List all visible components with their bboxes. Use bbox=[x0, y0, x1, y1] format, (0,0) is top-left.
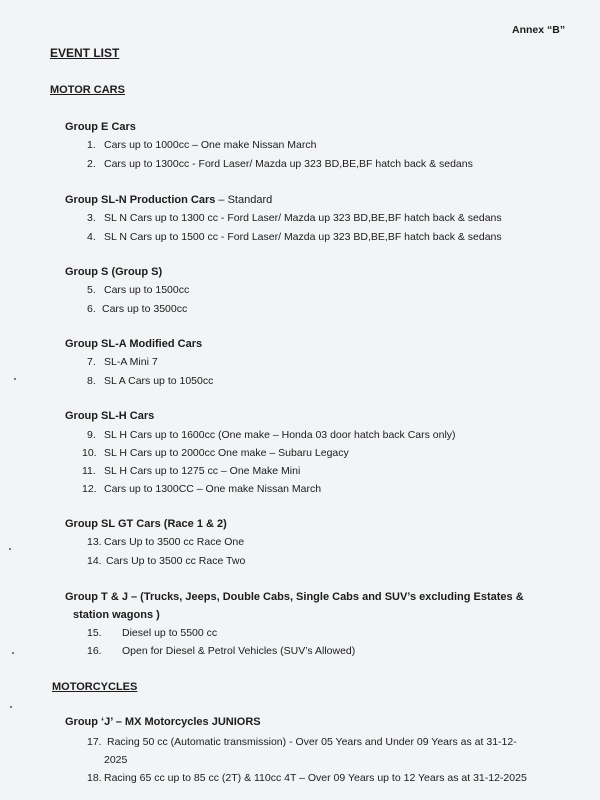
list-item: Cars up to 1000cc – One make Nissan March bbox=[104, 139, 317, 151]
list-item-number: 4. bbox=[87, 231, 96, 243]
group-name: Group SL GT Cars (Race 1 & 2) bbox=[65, 518, 227, 530]
list-item-number: 14. bbox=[87, 555, 102, 567]
list-item: Open for Diesel & Petrol Vehicles (SUV’s Allowed) bbox=[122, 645, 356, 657]
list-item-number: 12. bbox=[82, 483, 97, 495]
section-heading-motorcycles: MOTORCYCLES bbox=[52, 681, 138, 693]
list-item-number: 17. bbox=[87, 736, 102, 748]
list-item: Cars Up to 3500 cc Race Two bbox=[106, 555, 246, 567]
list-item-number: 10. bbox=[82, 447, 97, 459]
list-item: Racing 50 cc (Automatic transmission) - Over 05 Years and Under 09 Years as at 31-12- bbox=[107, 736, 517, 748]
group-heading bbox=[65, 338, 202, 351]
list-item: Diesel up to 5500 cc bbox=[122, 627, 218, 639]
list-item-number: 18. bbox=[87, 772, 102, 784]
scan-speck bbox=[10, 706, 12, 708]
list-item-number: 11. bbox=[82, 465, 96, 477]
list-item: SL H Cars up to 2000cc One make – Subaru Legacy bbox=[104, 447, 349, 459]
list-item-number: 16. bbox=[87, 645, 102, 657]
group-heading bbox=[65, 410, 154, 423]
page-title: EVENT LIST bbox=[50, 46, 120, 60]
group-name: Group S (Group S) bbox=[65, 266, 163, 278]
annex-label: Annex “B” bbox=[512, 24, 566, 36]
scan-speck bbox=[14, 378, 16, 380]
list-item: SL-A Mini 7 bbox=[104, 356, 158, 368]
list-item-number: 7. bbox=[87, 356, 96, 368]
list-item: Racing 65 cc up to 85 cc (2T) & 110cc 4T – Over 09 Years up to 12 Years as at 31-12-2025 bbox=[104, 772, 527, 784]
group-name: Group ‘J’ – MX Motorcycles JUNIORS bbox=[65, 716, 261, 728]
group-name-continued: station wagons ) bbox=[73, 609, 160, 621]
group-name: Group SL-H Cars bbox=[65, 410, 155, 422]
list-item: Cars up to 1500cc bbox=[104, 284, 190, 296]
list-item: SL H Cars up to 1600cc (One make – Honda 03 door hatch back Cars only) bbox=[104, 429, 456, 441]
group-heading bbox=[65, 716, 261, 729]
list-item-number: 8. bbox=[87, 375, 96, 387]
list-item: Cars Up to 3500 cc Race One bbox=[104, 536, 245, 548]
list-item-number: 1. bbox=[87, 139, 96, 151]
group-name: Group SL-A Modified Cars bbox=[65, 338, 203, 350]
group-name: Group T & J – (Trucks, Jeeps, Double Cabs, Single Cabs and SUV’s excluding Estates & bbox=[65, 591, 524, 603]
list-item-number: 15. bbox=[87, 627, 102, 639]
group-suffix: – Standard bbox=[215, 194, 273, 206]
group-heading bbox=[65, 266, 162, 279]
list-item: SL H Cars up to 1275 cc – One Make Mini bbox=[104, 465, 301, 477]
group-name: Group SL-N Production Cars bbox=[65, 194, 216, 206]
list-item-number: 5. bbox=[87, 284, 96, 296]
group-heading bbox=[65, 194, 272, 207]
list-item-number: 2. bbox=[87, 158, 96, 170]
list-item-number: 6. bbox=[87, 303, 96, 315]
list-item-number: 3. bbox=[87, 212, 96, 224]
list-item-number: 9. bbox=[87, 429, 96, 441]
group-name: Group E Cars bbox=[65, 121, 136, 133]
scan-speck bbox=[9, 548, 11, 550]
list-item-continued: 2025 bbox=[104, 754, 128, 766]
scan-speck bbox=[12, 652, 14, 654]
list-item: Cars up to 3500cc bbox=[102, 303, 188, 315]
list-item: SL A Cars up to 1050cc bbox=[104, 375, 214, 387]
section-heading-motor-cars: MOTOR CARS bbox=[50, 84, 125, 96]
list-item: SL N Cars up to 1500 cc - Ford Laser/ Mazda up 323 BD,BE,BF hatch back & sedans bbox=[104, 231, 502, 243]
list-item-number: 13. bbox=[87, 536, 102, 548]
list-item: Cars up to 1300CC – One make Nissan March bbox=[104, 483, 322, 495]
group-heading bbox=[65, 518, 227, 531]
group-heading bbox=[65, 121, 136, 134]
list-item: Cars up to 1300cc - Ford Laser/ Mazda up 323 BD,BE,BF hatch back & sedans bbox=[104, 158, 473, 170]
list-item: SL N Cars up to 1300 cc - Ford Laser/ Mazda up 323 BD,BE,BF hatch back & sedans bbox=[104, 212, 502, 224]
